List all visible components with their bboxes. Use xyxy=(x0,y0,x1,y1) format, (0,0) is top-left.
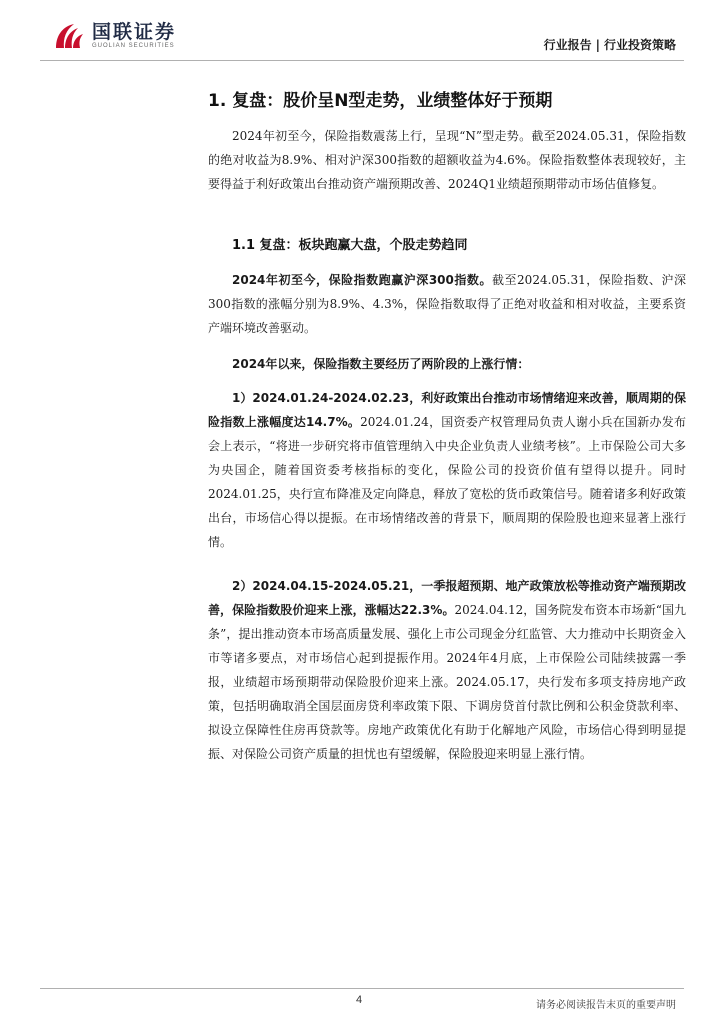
subsection-heading: 1.1 复盘：板块跑赢大盘，个股走势趋同 xyxy=(232,238,468,253)
logo-english-name: GUOLIAN SECURITIES xyxy=(92,43,175,49)
stage-one-lead: 1）2024.01.24-2024.02.23，利好政策出台推动市场情绪迎来改善，顺周期的保险指数上涨幅度达14.7%。 xyxy=(208,391,686,429)
stages-intro-paragraph xyxy=(208,352,686,376)
logo-chinese-name: 国联证券 xyxy=(92,21,177,43)
performance-lead: 2024年初至今，保险指数跑赢沪深300指数。 xyxy=(232,273,492,287)
performance-text: 截至2024.05.31，保险指数、沪深300指数的涨幅分别为8.9%、4.3%，保险指数取得了正绝对收益和相对收益，主要系资产端环境改善驱动。 xyxy=(208,273,686,335)
logo-flame-icon xyxy=(52,22,86,50)
stage-two-text: 2024.04.12，国务院发布资本市场新“国九条”，提出推动资本市场高质量发展、强化上市公司现金分红监管、大力推动中长期资金入市等诸多要点，对市场信心起到提振作用。2024年4月底，上市保险公司陆续披露一季报，业绩超市场预期带动保险股价迎来上涨。2024.05.17，央行发布多项支持房地产政策，包括明确取消全国层面房贷利率政策下限、下调房贷首付款比例和公积金贷款利率、拟设立保障性住房再贷款等。房地产政策优化有助于化解地产风险，市场信心得到明显提振、对保险公司资产质量的担忧也有望缓解，保险股迎来明显上涨行情。 xyxy=(208,603,687,761)
report-type: 行业报告 xyxy=(543,38,592,52)
company-logo xyxy=(52,22,176,50)
performance-paragraph xyxy=(208,268,686,340)
report-subtype: 行业投资策略 xyxy=(603,38,676,52)
stage-one-paragraph xyxy=(208,386,686,554)
footer-divider xyxy=(40,988,684,989)
stage-one-text: 2024.01.24，国资委产权管理局负责人谢小兵在国新办发布会上表示，“将进一步研究将市值管理纳入中央企业负责人业绩考核”。上市保险公司大多为央国企，随着国资委考核指标的变化，保险公司的投资价值有望得以提升。同时2024.01.25，央行宣布降准及定向降息，释放了宽松的货币政策信号。随着诸多利好政策出台，市场信心得以提振。在市场情绪改善的背景下，顺周期的保险股也迎来显著上涨行情。 xyxy=(208,415,686,549)
header-separator: | xyxy=(595,38,600,52)
section-heading: 1. 复盘：股价呈N型走势，业绩整体好于预期 xyxy=(208,91,553,111)
page-header xyxy=(0,0,724,64)
stage-two-paragraph xyxy=(208,574,686,766)
intro-paragraph: 2024年初至今，保险指数震荡上行，呈现“N”型走势。截至2024.05.31，保险指数的绝对收益为8.9%、相对沪深300指数的超额收益为4.6%。保险指数整体表现较好，主要得益于利好政策出台推动资产端预期改善、2024Q1业绩超预期带动市场估值修复。 xyxy=(208,129,686,191)
header-divider xyxy=(40,60,684,61)
stage-two-lead: 2）2024.04.15-2024.05.21，一季报超预期、地产政策放松等推动资产端预期改善，保险指数股价迎来上涨，涨幅达22.3%。 xyxy=(208,579,686,617)
footer-disclaimer: 请务必阅读报告末页的重要声明 xyxy=(536,1000,676,1011)
stages-intro-lead: 2024年以来，保险指数主要经历了两阶段的上涨行情： xyxy=(232,357,530,371)
page-number: 4 xyxy=(356,994,363,1006)
report-category xyxy=(544,36,676,53)
